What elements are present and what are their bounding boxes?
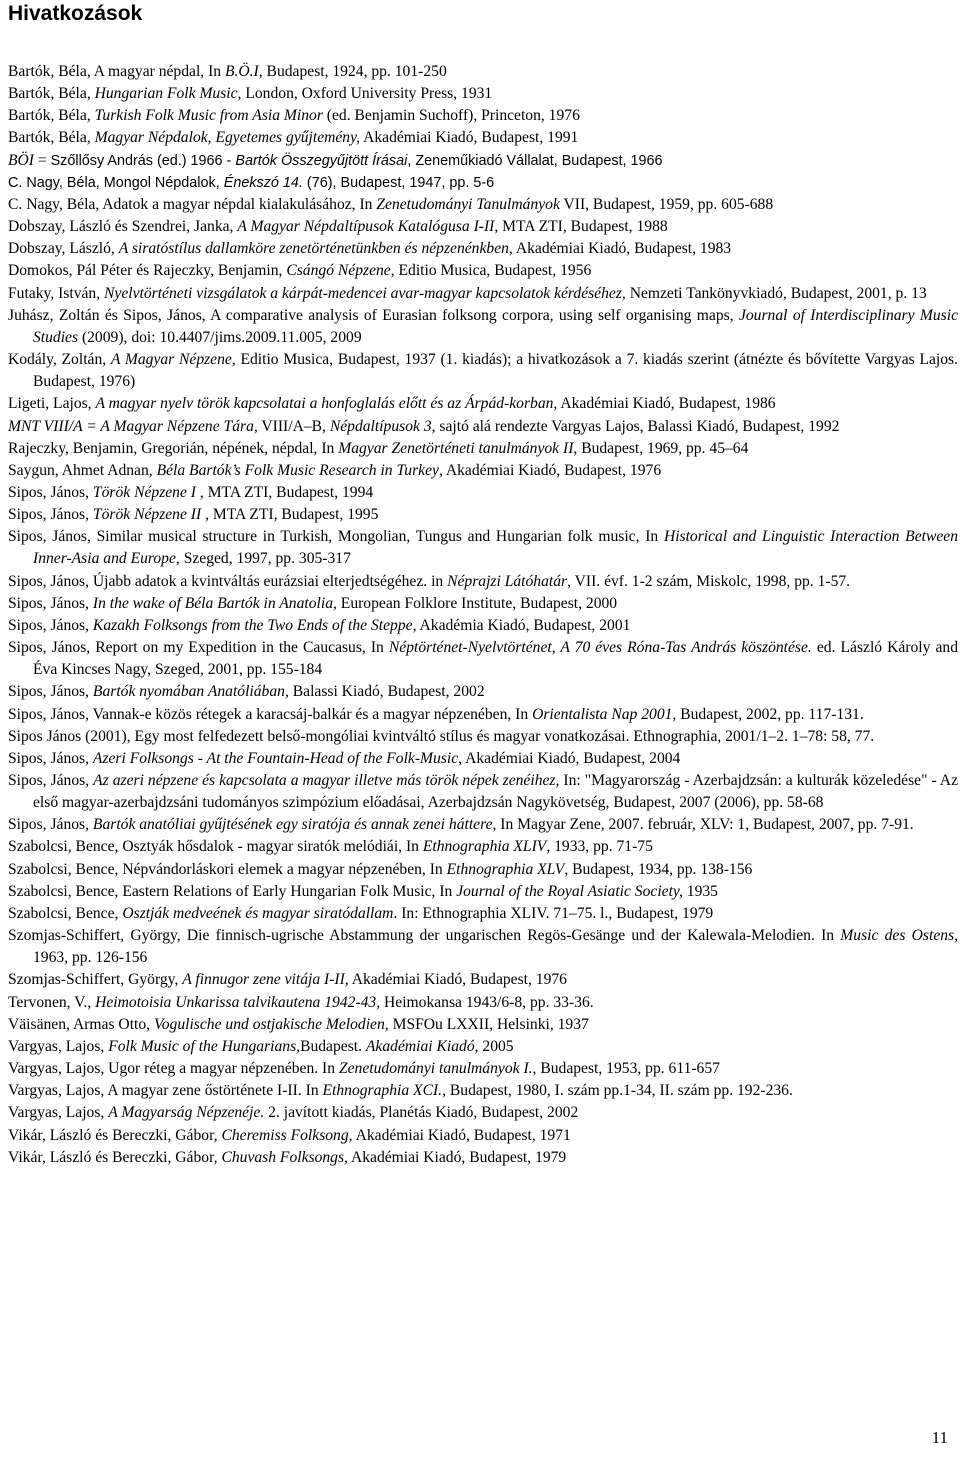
reference-title-text: Azeri Folksongs - At the Fountain-Head of the Folk-Music <box>92 749 459 767</box>
reference-text: Ligeti, Lajos, <box>8 395 96 413</box>
reference-title-text: Bartók anatóliai gyűjtésének egy siratója és annak zenei háttere <box>92 816 493 834</box>
reference-text: sajtó alá rendezte Vargyas Lajos, Balassi Kiadó, Budapest, 1992 <box>435 417 840 435</box>
reference-text: Nemzeti Tankönyvkiadó, Budapest, 2001, p. 13 <box>625 284 927 302</box>
reference-text: Szabolcsi, Bence, Eastern Relations of Early Hungarian Folk Music, In <box>8 882 457 900</box>
reference-title-text: A magyar nyelv török kapcsolatai a honfoglalás előtt és az Árpád-korban, <box>95 395 558 413</box>
reference-title-text: Akadémiai Kiadó, <box>365 1037 479 1055</box>
reference-entry <box>8 349 958 393</box>
reference-entry <box>8 593 958 615</box>
reference-entry <box>8 416 958 438</box>
reference-title-text: Zenetudományi Tanulmányok <box>376 195 560 213</box>
reference-text: Vargyas, Lajos, A magyar zene őstörténete I-II. In <box>8 1082 323 1100</box>
reference-entry <box>8 150 958 172</box>
reference-title-text: Nyelvtörténeti vizsgálatok a kárpát-medencei avar-magyar kapcsolatok kérdéséhez, <box>104 284 626 302</box>
reference-text: Budapest, 1924, pp. 101-250 <box>262 63 447 80</box>
reference-text: , 1933, pp. 71-75 <box>546 838 653 856</box>
reference-text: London, Oxford University Press, 1931 <box>241 85 493 103</box>
reference-text: , In Magyar Zene, 2007. február, XLV: 1, Budapest, 2007, pp. 7-91. <box>492 816 914 834</box>
reference-text: , MTA ZTI, Budapest, 1995 <box>201 506 379 524</box>
reference-entry <box>8 748 958 770</box>
reference-text: MSFOu LXXII, Helsinki, 1937 <box>388 1015 589 1033</box>
reference-title-text: Journal of the Royal Asiatic Society, <box>456 882 683 900</box>
reference-text: Sipos, János, <box>8 616 93 634</box>
reference-title-text: MNT VIII/A = A Magyar Népzene Tára, <box>8 417 258 435</box>
reference-title-text: A finnugor zene vitája I-II, <box>182 971 349 989</box>
reference-title-text: Ethnographia XCI., <box>322 1082 446 1100</box>
reference-entry <box>8 881 958 903</box>
reference-text: Sipos, János, <box>8 772 94 789</box>
reference-entry <box>8 1125 958 1147</box>
page-number: 11 <box>931 1428 948 1447</box>
reference-entry <box>8 238 958 260</box>
reference-text: , Budapest, 1969, pp. 45–64 <box>573 439 749 457</box>
reference-text: Vargyas, Lajos, Ugor réteg a magyar népzenében. In <box>8 1060 339 1078</box>
reference-title-text: A siratóstílus dallamköre zenetörténetünkben és népzenénkben <box>118 240 509 258</box>
reference-text: , Budapest, 1953, pp. 611-657 <box>532 1060 720 1078</box>
reference-title-text: Music des Ostens, <box>840 927 958 945</box>
reference-entry <box>8 260 958 282</box>
reference-entry <box>8 726 958 748</box>
reference-entry <box>8 1147 958 1169</box>
reference-entry <box>8 903 958 925</box>
reference-entry <box>8 859 958 881</box>
reference-title-text: B.Ö.I, <box>224 63 263 80</box>
reference-entry <box>8 1014 958 1036</box>
reference-text: , Akadémiai Kiadó, Budapest, 2004 <box>458 749 681 767</box>
reference-text: Sipos, János, Similar musical structure in Turkish, Mongolian, Tungus and Hungarian folk music, In <box>8 528 664 546</box>
reference-title-text: Chuvash Folksongs, <box>221 1148 348 1166</box>
reference-title-text: Bartók Összegyűjtött Írásai <box>235 152 408 169</box>
reference-entry <box>8 637 958 681</box>
reference-text: C. Nagy, Béla, Adatok a magyar népdal kialakulásához, In <box>8 195 377 213</box>
reference-title-text: Magyar Zenetörténeti tanulmányok II <box>338 439 574 457</box>
reference-text: , Zeneműkiadó Vállalat, Budapest, 1966 <box>407 152 663 169</box>
reference-text: , Akadémiai Kiadó, Budapest, 1983 <box>508 240 732 258</box>
reference-title-text: Kazakh Folksongs from the Two Ends of the Steppe <box>92 616 413 634</box>
reference-text: 1963, pp. 126-156 <box>33 949 148 967</box>
reference-entry <box>8 482 958 504</box>
reference-text: C. Nagy, Béla, Mongol Népdalok, <box>8 174 224 191</box>
reference-title-text: A Magyar Népdaltípusok Katalógusa I-II <box>237 218 495 236</box>
reference-text: Szabolcsi, Bence, Népvándorláskori elemek a magyar népzenében, In <box>8 860 447 878</box>
reference-text: Bartók, Béla, <box>8 129 95 147</box>
reference-text: , Budapest, 2002, pp. 117-131. <box>672 705 864 723</box>
reference-text: Rajeczky, Benjamin, Gregorián, népének, népdal, In <box>8 439 339 457</box>
reference-entry <box>8 105 958 127</box>
reference-entry <box>8 1102 958 1124</box>
reference-title-text: Heimotoisia Unkarissa talvikautena 1942-43, <box>95 993 381 1011</box>
reference-text: = <box>33 151 51 169</box>
reference-text: (2009), doi: 10.4407/jims.2009.11.005, 2009 <box>78 328 362 346</box>
reference-entry <box>8 460 958 482</box>
reference-entry <box>8 127 958 149</box>
reference-entry <box>8 283 958 305</box>
reference-text: Sipos, János, Vannak-e közös rétegek a karacsáj-balkár és a magyar népzenében, In <box>8 705 533 723</box>
reference-text: , MTA ZTI, Budapest, 1988 <box>494 218 668 236</box>
reference-text: Dobszay, László, <box>8 240 119 258</box>
reference-text: (76), Budapest, 1947, pp. 5-6 <box>302 174 495 191</box>
reference-title-text: Vogulische und ostjakische Melodien, <box>153 1015 389 1033</box>
reference-text: Sipos, János, Újabb adatok a kvintváltás eurázsiai elterjedtségéhez. in <box>8 572 448 590</box>
reference-text: Akadémiai Kiadó, Budapest, 1991 <box>360 129 579 147</box>
reference-text: Szomjas-Schiffert, György, <box>8 971 183 989</box>
reference-text: Heimokansa 1943/6-8, pp. 33-36. <box>380 993 594 1011</box>
reference-text: Dobszay, László és Szendrei, Janka, <box>8 218 238 236</box>
reference-text: Saygun, Ahmet Adnan, <box>8 461 157 479</box>
reference-entry <box>8 571 958 593</box>
reference-title-text: Az azeri népzene és kapcsolata a magyar illetve más török népek zenéihez, <box>93 772 560 789</box>
reference-title-text: Magyar Népdalok, Egyetemes gyűjtemény, <box>94 129 361 147</box>
reference-title-text: A Magyarság Népzenéje. <box>108 1104 265 1122</box>
reference-entry <box>8 770 958 814</box>
reference-title-text: Népdaltípusok 3, <box>329 417 436 435</box>
reference-title-text: Béla Bartók’s Folk Music Research in Turkey <box>156 461 439 479</box>
reference-entry <box>8 1036 958 1058</box>
reference-title-text: Journal of Interdisciplinary Music Studies <box>33 306 958 346</box>
reference-list <box>8 61 958 1169</box>
reference-text: Akadémiai Kiadó, Budapest, 1979 <box>347 1148 567 1166</box>
reference-entry <box>8 1058 958 1080</box>
reference-entry <box>8 504 958 526</box>
reference-text: Domokos, Pál Péter és Rajeczky, Benjamin, <box>8 262 287 280</box>
reference-text: Vargyas, Lajos, <box>8 1037 109 1055</box>
reference-text: Sipos, János, <box>8 506 93 524</box>
reference-title-text: Ethnographia XLIV <box>422 838 547 856</box>
reference-text: , Akadémia Kiadó, Budapest, 2001 <box>412 616 631 634</box>
reference-entry <box>8 393 958 415</box>
reference-text: Sipos, János, <box>8 816 93 834</box>
reference-entry <box>8 305 958 349</box>
reference-text: In: "Magyarország - Azerbajdzsán: a kulturák közeledése" - Az első magyar-azerbajdzsáni tudományos szimpózium előadásai, Azerbajdzsán Nagykövetség, Budapest, 2007 (2006), pp. 58-68 <box>33 772 958 812</box>
reference-entry <box>8 61 958 83</box>
reference-text: Vikár, László és Bereczki, Gábor, <box>8 1148 222 1166</box>
reference-title-text: Bartók nyomában Anatóliában, <box>92 683 289 701</box>
reference-text: Väisänen, Armas Otto, <box>8 1015 154 1033</box>
reference-title-text: BÖI <box>8 151 34 169</box>
reference-text: Akadémiai Kiadó, Budapest, 1986 <box>557 395 776 413</box>
reference-text: , Akadémiai Kiadó, Budapest, 1976 <box>438 461 662 479</box>
reference-entry <box>8 681 958 703</box>
reference-title-text: Török Népzene II <box>92 506 202 524</box>
reference-text: Szőllősy András (ed.) 1966 - <box>50 152 236 169</box>
reference-title-text: Néprajzi Látóhatár <box>447 572 568 590</box>
reference-title-text: Zenetudományi tanulmányok I. <box>338 1060 533 1078</box>
reference-title-text: Osztják medveének és magyar siratódallam <box>122 904 394 922</box>
reference-entry <box>8 836 958 858</box>
reference-text: Bartók, Béla, <box>8 85 95 103</box>
reference-title-text: Török Népzene I <box>92 483 196 501</box>
reference-entry <box>8 194 958 216</box>
reference-text: VIII/A–B, <box>257 417 330 435</box>
reference-text: Sipos, János, <box>8 483 93 501</box>
reference-title-text: Orientalista Nap 2001 <box>532 705 673 723</box>
reference-text: Sipos János (2001), Egy most felfedezett belső-mongóliai kvintváltó stílus és magyar vonatkozásai. Ethnographia, 2001/1–2. 1–78: 58, 77. <box>8 727 875 745</box>
reference-entry <box>8 526 958 570</box>
reference-text: , Editio Musica, Budapest, 1956 <box>390 262 592 280</box>
reference-title-text: Cheremiss Folksong, <box>221 1126 353 1144</box>
reference-entry <box>8 969 958 991</box>
reference-text: Sipos, János, <box>8 749 93 767</box>
reference-title-text: A Magyar Népzene, <box>110 351 236 369</box>
reference-entry <box>8 992 958 1014</box>
reference-entry <box>8 172 958 194</box>
reference-text: Szabolcsi, Bence, <box>8 904 123 922</box>
reference-text: Sipos, János, Report on my Expedition in the Caucasus, In <box>8 639 389 657</box>
reference-text: , MTA ZTI, Budapest, 1994 <box>196 483 374 501</box>
reference-title-text: Néptörténet-Nyelvtörténet, A 70 éves Róna-Tas András köszöntése. <box>388 639 812 657</box>
reference-text: , VII. évf. 1-2 szám, Miskolc, 1998, pp. 1-57. <box>567 572 851 590</box>
reference-entry <box>8 814 958 836</box>
reference-text: Vikár, László és Bereczki, Gábor, <box>8 1126 222 1144</box>
reference-text: , Szeged, 1997, pp. 305-317 <box>175 550 351 568</box>
reference-title-text: Énekszó 14. <box>223 174 303 191</box>
reference-text: Kodály, Zoltán, <box>8 351 111 369</box>
reference-title-text: Csángó Népzene <box>286 262 391 280</box>
reference-text: Akadémiai Kiadó, Budapest, 1971 <box>352 1126 571 1144</box>
reference-text: Szabolcsi, Bence, Osztyák hősdalok - magyar siratók melódiái, In <box>8 838 423 856</box>
reference-title-text: In the wake of Béla Bartók in Anatolia <box>92 594 333 612</box>
reference-text: Sipos, János, <box>8 594 93 612</box>
reference-entry <box>8 83 958 105</box>
reference-text: Juhász, Zoltán és Sipos, János, A comparative analysis of Eurasian folksong corpora, using self organising maps, <box>8 306 739 324</box>
reference-text: Futaky, István, <box>8 284 105 302</box>
reference-text: . In: Ethnographia XLIV. 71–75. l., Budapest, 1979 <box>393 904 714 922</box>
reference-text: 1935 <box>682 882 718 900</box>
reference-text: Balassi Kiadó, Budapest, 2002 <box>288 683 485 701</box>
reference-text: Akadémiai Kiadó, Budapest, 1976 <box>348 971 567 989</box>
reference-title-text: Turkish Folk Music from Asia Minor <box>94 107 323 125</box>
reference-text: ed. László Károly and Éva Kincses Nagy, Szeged, 2001, pp. 155-184 <box>33 639 958 679</box>
reference-text: , European Folklore Institute, Budapest, 2000 <box>333 594 618 612</box>
reference-text: Vargyas, Lajos, <box>8 1104 109 1122</box>
reference-entry <box>8 1080 958 1102</box>
reference-text: 2005 <box>478 1037 514 1055</box>
reference-text: (ed. Benjamin Suchoff), Princeton, 1976 <box>322 107 580 125</box>
reference-text: Bartók, Béla, A magyar népdal, In <box>8 63 225 80</box>
reference-text: Budapest, 1980, I. szám pp.1-34, II. szám pp. 192-236. <box>445 1082 793 1100</box>
reference-title-text: Historical and Linguistic Interaction Between Inner-Asia and Europe <box>33 528 958 568</box>
reference-text: Sipos, János, <box>8 683 93 701</box>
reference-text: Bartók, Béla, <box>8 107 95 125</box>
reference-entry <box>8 925 958 969</box>
reference-entry <box>8 704 958 726</box>
reference-title-text: Ethnographia XLV <box>446 860 565 878</box>
reference-text: 2. javított kiadás, Planétás Kiadó, Budapest, 2002 <box>264 1104 579 1122</box>
reference-text: Szomjas-Schiffert, György, Die finnisch-ugrische Abstammung der ungarischen Regös-Gesänge und der Kalewala-Melodien. In <box>8 927 841 945</box>
reference-text: Editio Musica, Budapest, 1937 (1. kiadás); a hivatkozások a 7. kiadás szerint (átnézte és bővítette Vargyas Lajos. Budapest, 1976) <box>33 351 958 391</box>
reference-entry <box>8 438 958 460</box>
reference-text: VII, Budapest, 1959, pp. 605-688 <box>559 195 774 213</box>
reference-text: Tervonen, V., <box>8 993 96 1011</box>
reference-entry <box>8 216 958 238</box>
reference-title-text: Hungarian Folk Music, <box>94 85 242 103</box>
reference-text: Budapest. <box>300 1037 366 1055</box>
page-heading: Hivatkozások <box>8 2 143 25</box>
reference-text: , Budapest, 1934, pp. 138-156 <box>564 860 753 878</box>
reference-entry <box>8 615 958 637</box>
reference-title-text: Folk Music of the Hungarians, <box>108 1037 301 1055</box>
